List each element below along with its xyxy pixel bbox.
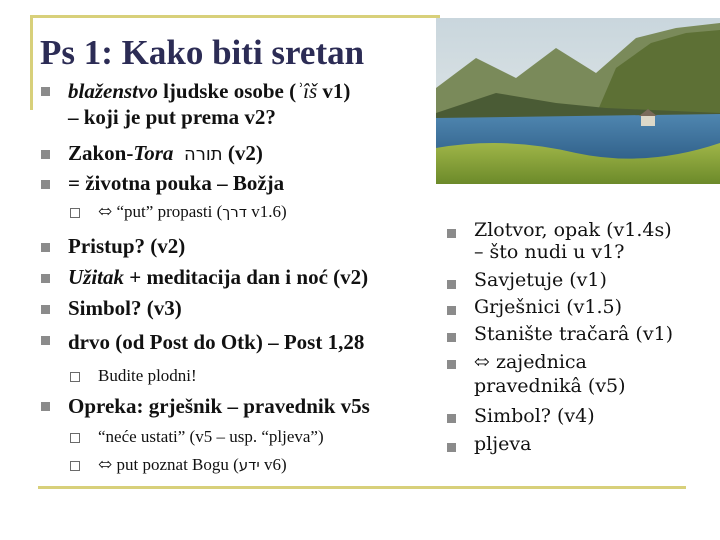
- right-point-chaff: pljeva: [474, 433, 532, 455]
- right-point-wicked: Zlotvor, opak (v1.4s): [474, 219, 672, 241]
- bullet-marker: [41, 402, 50, 411]
- point-delight-meditation: Užitak + meditacija dan i noć (v2): [68, 265, 369, 289]
- subpoint-be-fruitful: Budite plodni!: [98, 366, 197, 385]
- bullet-marker: [41, 87, 50, 96]
- bullet-marker: [447, 306, 456, 315]
- bullet-marker: [41, 336, 50, 345]
- right-point-wicked-cont: – što nudi u v1?: [474, 241, 625, 263]
- subpoint-will-not-stand: “neće ustati” (v5 – usp. “pljeva”): [98, 427, 324, 446]
- bullet-marker: [41, 180, 50, 189]
- point-life-lesson: = životna pouka – Božja: [68, 171, 285, 195]
- right-point-symbol: Simbol? (v4): [474, 405, 595, 427]
- bullet-marker: [447, 443, 456, 452]
- point-tree: drvo (od Post do Otk) – Post 1,28: [68, 330, 365, 354]
- subpoint-way-perdition: ⬄ “put” propasti (דרך v1.6): [98, 202, 287, 221]
- right-point-community: ⬄ zajednica: [474, 351, 587, 373]
- bullet-marker: [447, 229, 456, 238]
- bullet-marker: [41, 305, 50, 314]
- right-point-gossips: Stanište tračarâ (v1): [474, 323, 674, 345]
- bullet-marker: [447, 414, 456, 423]
- sub-bullet-marker: [70, 208, 80, 218]
- point-blessedness-cont: – koji je put prema v2?: [68, 105, 276, 129]
- sub-bullet-marker: [70, 461, 80, 471]
- subpoint-way-known-to-god: ⬄ put poznat Bogu (ידע v6): [98, 455, 287, 474]
- slide-title: Ps 1: Kako biti sretan: [40, 33, 365, 72]
- point-blessedness: blaženstvo ljudske osobe (ʾîš v1): [68, 79, 351, 103]
- bullet-marker: [41, 243, 50, 252]
- bullet-marker: [447, 280, 456, 289]
- frame-bottom-line: [38, 486, 686, 489]
- right-point-sinners: Grješnici (v1.5): [474, 296, 622, 318]
- right-point-community-cont: pravednikâ (v5): [474, 375, 626, 397]
- right-point-counsels: Savjetuje (v1): [474, 269, 607, 291]
- frame-vertical-line: [30, 15, 33, 110]
- bullet-marker: [447, 333, 456, 342]
- sub-bullet-marker: [70, 372, 80, 382]
- frame-top-line: [30, 15, 440, 18]
- point-symbol: Simbol? (v3): [68, 296, 182, 320]
- bullet-marker: [447, 360, 456, 369]
- point-contrast: Opreka: grješnik – pravednik v5s: [68, 394, 370, 418]
- sub-bullet-marker: [70, 433, 80, 443]
- point-approach: Pristup? (v2): [68, 234, 186, 258]
- lake-landscape-photo: [436, 18, 720, 184]
- bullet-marker: [41, 150, 50, 159]
- bullet-marker: [41, 274, 50, 283]
- point-law-torah: Zakon-Tora תורה (v2): [68, 141, 263, 165]
